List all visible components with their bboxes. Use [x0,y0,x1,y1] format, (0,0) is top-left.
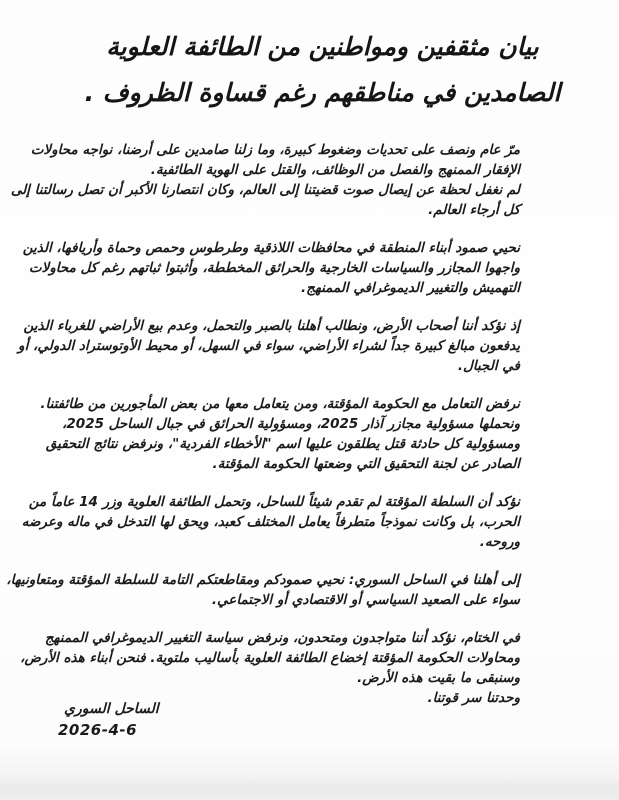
title-line-1: بيان مثقفين ومواطنين من الطائفة العلوية [106,32,539,61]
paragraph-line: كل أرجاء العالم. [428,202,520,218]
paragraph-line: نرفض التعامل مع الحكومة المؤقتة، ومن يتعامل معها من بعض المأجورين من طائفتنا. [40,396,520,412]
paragraph-line: في الجبال. [457,358,520,374]
paragraph-line: واجهوا المجازر والسياسات الخارجية والحرائق المخططة، وأثبتوا ثباتهم رغم كل محاولات [28,260,520,276]
paragraph-line: وسنبقى ما بقيت هذه الأرض. [357,670,520,686]
paragraph-line: إلى أهلنا في الساحل السوري: نحيي صمودكم ومقاطعتكم التامة للسلطة المؤقتة ومتعاونيها، [6,572,520,588]
title-line-2: الصامدين في مناطقهم رغم قساوة الظروف . [84,78,561,107]
paragraph [14,628,520,708]
signature-block [58,699,159,741]
paragraph-line: الإفقار الممنهج والفصل من الوظائف، والقتل على الهوية الطائفية. [150,162,520,178]
paragraph [14,316,520,376]
paragraph-line: إذ نؤكد أننا أصحاب الأرض، ونطالب أهلنا بالصبر والتحمل، وعدم بيع الأراضي للغرباء الذين [23,318,520,334]
paragraph [14,238,520,298]
document-title [72,24,573,116]
paragraph-line: ونحملها مسؤولية مجازر آذار 2025، ومسؤولية الحرائق في جبال الساحل 2025، [62,416,520,432]
paragraph-line: ومسؤولية كل حادثة قتل يطلقون عليها اسم "الأخطاء الفردية"، ونرفض نتائج التحقيق [45,436,520,452]
paragraph [14,394,520,474]
paragraph-line: في الختام، نؤكد أننا متواجدون ومتحدون، ونرفض سياسة التغيير الديموغرافي الممنهج [44,630,520,646]
paragraph-line: الحرب، بل وكانت نموذجاً متطرفاً يعامل المختلف كعبد، ويحق لها التدخل في ماله وعرضه [21,514,520,530]
paragraph-line: يدفعون مبالغ كبيرة جداً لشراء الأراضي، سواء في السهل، أو محيط الأوتوستراد الدولي، أو [18,338,520,354]
paragraph-line: ومحاولات الحكومة المؤقتة إخضاع الطائفة العلوية بأساليب ملتوية. فنحن أبناء هذه الأرض، [20,650,520,666]
paragraph [14,492,520,552]
document-body [6,140,520,726]
paragraph-line: سواء على الصعيد السياسي أو الاقتصادي أو الاجتماعي. [211,592,520,608]
signature-date: 2026-4-6 [58,721,138,739]
paragraph-line: وحدتنا سر قوتنا. [427,690,520,706]
paragraph-line: لم نغفل لحظة عن إيصال صوت قضيتنا إلى العالم، وكان انتصارنا الأكبر أن تصل رسالتنا إلى [10,182,520,198]
paragraph [10,140,520,220]
paragraph-line: مرّ عام ونصف على تحديات وضغوط كبيرة، وما زلنا صامدين على أرضنا، نواجه محاولات [30,142,520,158]
paragraph-line: نحيي صمود أبناء المنطقة في محافظات اللاذقية وطرطوس وحمص وحماة وأريافها، الذين [22,240,520,256]
signature-name: الساحل السوري [64,701,159,717]
paragraph-line: وروحه. [479,534,520,550]
paragraph-line: الصادر عن لجنة التحقيق التي وضعتها الحكومة المؤقتة. [212,456,520,472]
paragraph-line: نؤكد أن السلطة المؤقتة لم تقدم شيئاً للساحل، وتحمل الطائفة العلوية وزر 14 عاماً من [28,494,520,510]
paragraph [6,570,520,610]
paragraph-line: التهميش والتغيير الديموغرافي الممنهج. [301,280,520,296]
